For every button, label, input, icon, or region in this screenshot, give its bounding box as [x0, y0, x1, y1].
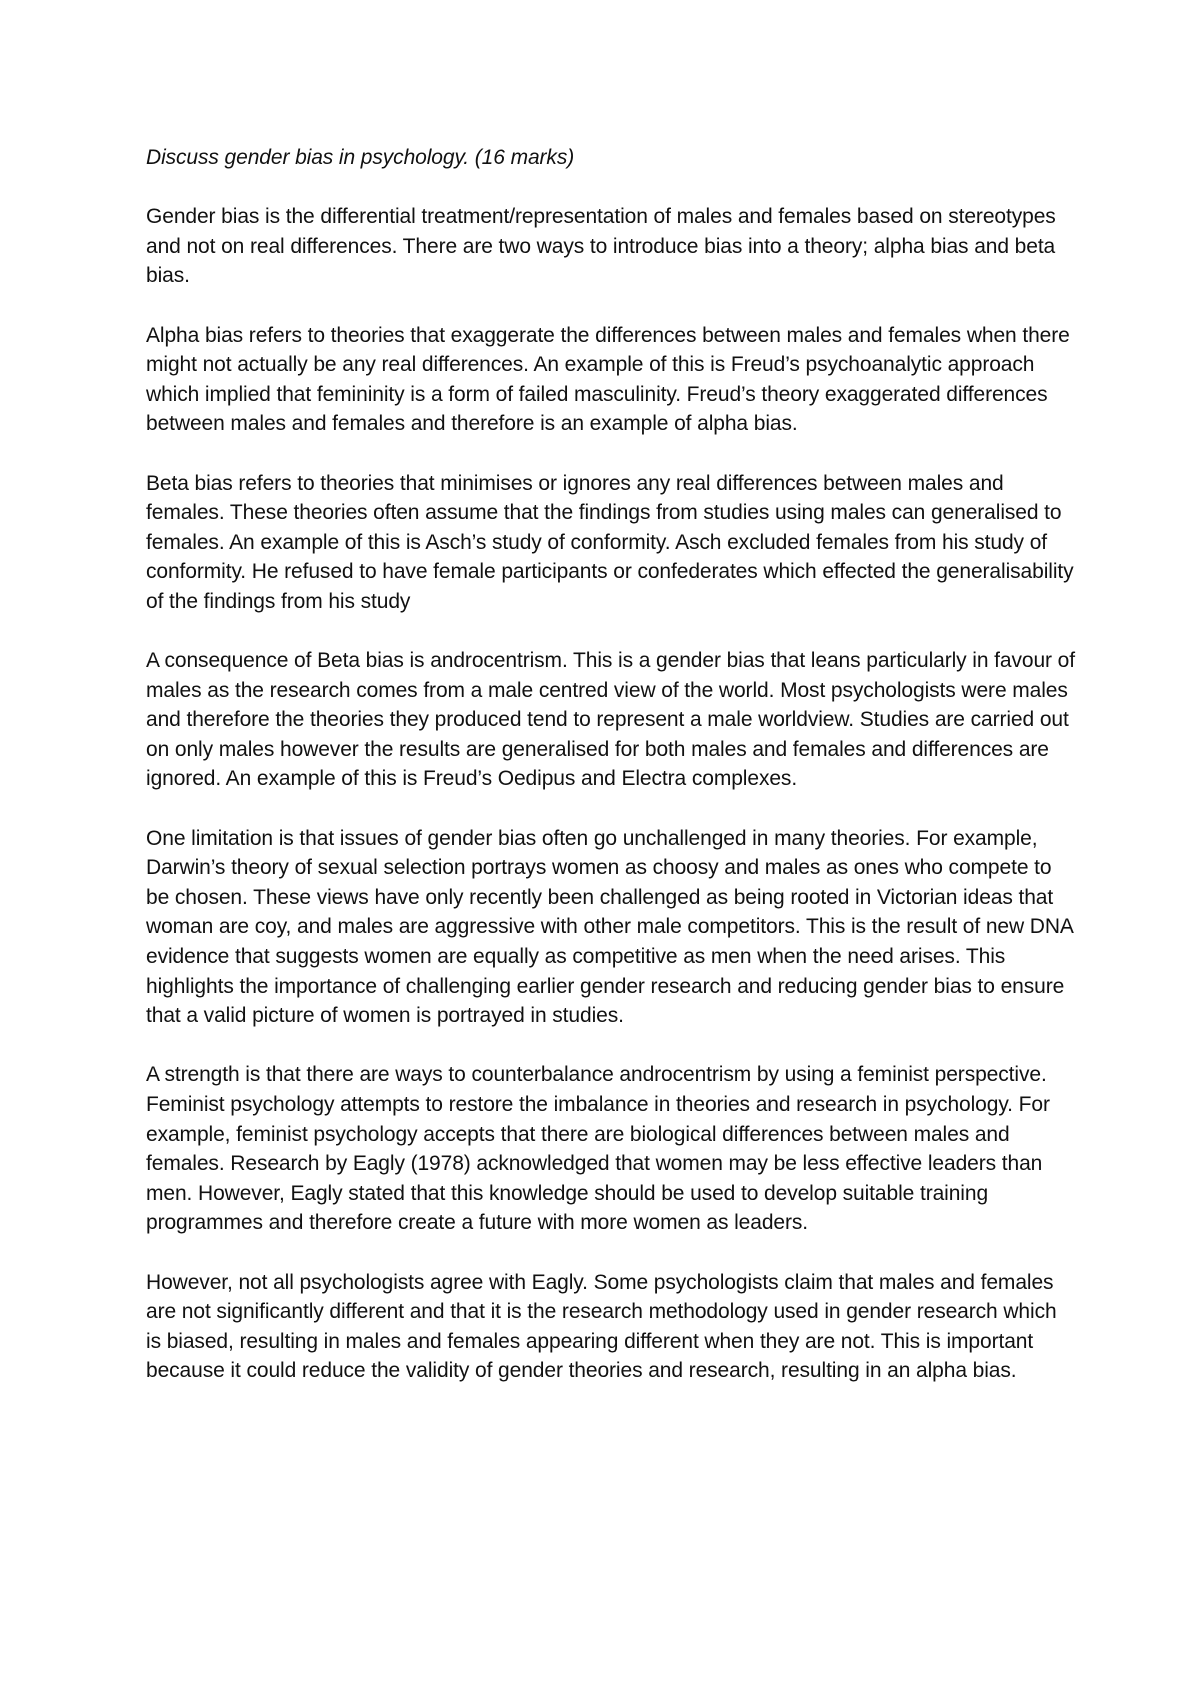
question-heading: Discuss gender bias in psychology. (16 marks)	[146, 146, 575, 169]
paragraph-alpha-bias: Alpha bias refers to theories that exaggerate the differences between males and females when there might not actually be any real differences. An example of this is Freud’s psychoanalytic approach which implied that femininity is a form of failed masculinity. Freud’s theory exaggerated differences between males and females and therefore is an example of alpha bias.	[146, 323, 1070, 436]
document-page	[146, 143, 1076, 1416]
paragraph-beta-bias: Beta bias refers to theories that minimises or ignores any real differences between males and females. These theories often assume that the findings from studies using males can generalised to females. An example of this is Asch’s study of conformity. Asch excluded females from his study of conformity. He refused to have female participants or confederates which effected the generalisability of the findings from his study	[146, 471, 1074, 613]
paragraph-strength: A strength is that there are ways to counterbalance androcentrism by using a feminist perspective. Feminist psychology attempts to restore the imbalance in theories and research in psychology. For example, feminist psychology accepts that there are biological differences between males and females. Research by Eagly (1978) acknowledged that women may be less effective leaders than men. However, Eagly stated that this knowledge should be used to develop suitable training programmes and therefore create a future with more women as leaders.	[146, 1063, 1050, 1235]
paragraph-definition: Gender bias is the differential treatment/representation of males and females based on stereotypes and not on real differences. There are two ways to introduce bias into a theory; alpha bias and beta bias.	[146, 205, 1056, 288]
paragraph-limitation: One limitation is that issues of gender bias often go unchallenged in many theories. For example, Darwin’s theory of sexual selection portrays women as choosy and males as ones who compete to be chosen. These views have only recently been challenged as being rooted in Victorian ideas that woman are coy, and males are aggressive with other male competitors. This is the result of new DNA evidence that suggests women are equally as competitive as men when the need arises. This highlights the importance of challenging earlier gender research and reducing gender bias to ensure that a valid picture of women is portrayed in studies.	[146, 826, 1073, 1028]
paragraph-counterpoint: However, not all psychologists agree with Eagly. Some psychologists claim that males and females are not significantly different and that it is the research methodology used in gender research which is biased, resulting in males and females appearing different when they are not. This is important because it could reduce the validity of gender theories and research, resulting in an alpha bias.	[146, 1270, 1057, 1383]
paragraph-androcentrism: A consequence of Beta bias is androcentrism. This is a gender bias that leans particularly in favour of males as the research comes from a male centred view of the world. Most psychologists were males and therefore the theories they produced tend to represent a male worldview. Studies are carried out on only males however the results are generalised for both males and females and differences are ignored. An example of this is Freud’s Oedipus and Electra complexes.	[146, 649, 1075, 791]
